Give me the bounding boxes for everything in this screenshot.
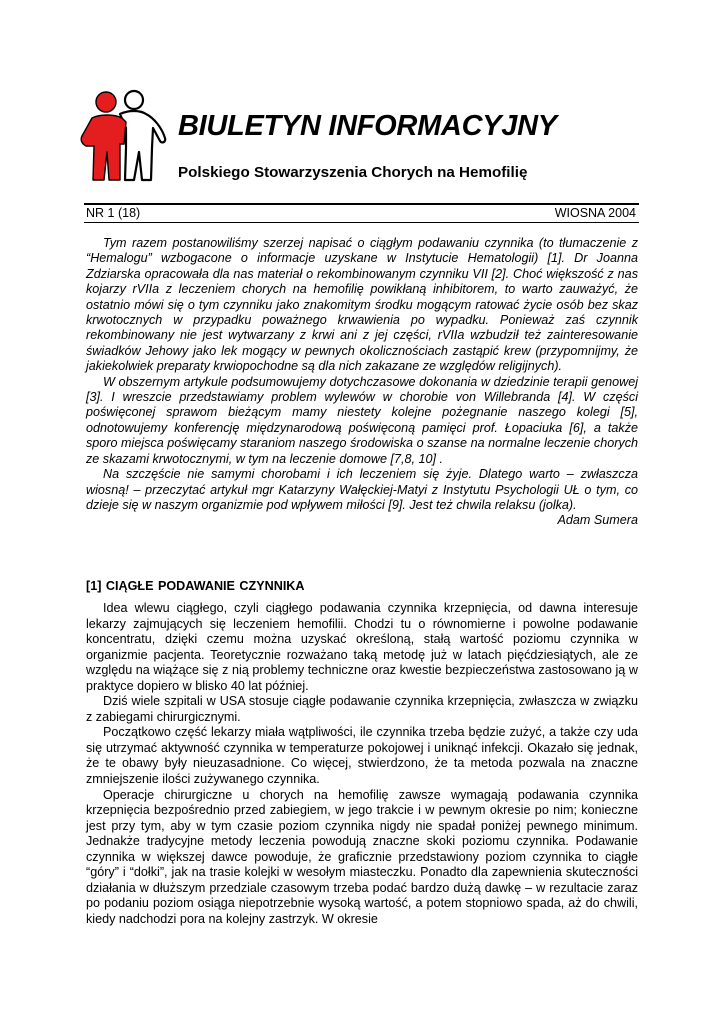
header-rule-bottom — [84, 222, 639, 223]
editorial-intro — [86, 236, 638, 529]
header-rule-top — [84, 203, 639, 205]
article-paragraph: Początkowo część lekarzy miała wątpliwości, ile czynnika trzeba będzie zużyć, a także czy uda się utrzymać aktywność czynnika w temperaturze pokojowej i uniknąć infekcji. Okazało się jednak, że te obawy były nieuzasadnione. Co więcej, stwierdzono, że ta metoda pozwala na znaczne zmniejszenie ilości zużywanego czynnika. — [86, 725, 638, 787]
article-paragraph: Operacje chirurgiczne u chorych na hemofilię zawsze wymagają podawania czynnika krzepnięcia bezpośrednio przed zabiegiem, w jego trakcie i w pewnym okresie po nim; konieczne jest przy tym, aby w tym czasie poziom czynnika nigdy nie spadał poniżej pewnego minimum. Jednakże tradycyjne metody leczenia powodują znaczne skoki poziomu czynnika. Podawanie czynnika w większej dawce powoduje, że graficznie przedstawiony poziom czynnika to ciągłe “góry” i “dołki”, jak na trasie kolejki w wesołym miasteczku. Ponadto dla zapewnienia skuteczności działania w dłuższym przedziale czasowym trzeba podać bardzo dużą dawkę – w rezultacie zaraz po podaniu poziom osiąga niepotrzebnie wysoką wartość, a potem stopniowo spada, aż do chwili, kiedy nadchodzi pora na kolejny zastrzyk. W okresie — [86, 787, 638, 926]
article-title: [1] CIĄGŁE PODAWANIE CZYNNIKA — [86, 579, 305, 593]
intro-paragraph: Na szczęście nie samymi chorobami i ich leczeniem się żyje. Dlatego warto – zwłaszcza wiosną! – przeczytać artykuł mgr Katarzyny Wałęckiej-Matyi z Instytutu Psychologii UŁ o tym, co dzieje się w naszym organizmie pod wpływem miłości [9]. Jest też chwila relaksu (jolka). — [86, 467, 638, 512]
intro-signature: Adam Sumera — [557, 513, 638, 528]
issue-season: WIOSNA 2004 — [554, 206, 636, 220]
logo-outline-head — [125, 91, 143, 109]
logo-outline-body — [120, 111, 165, 180]
article-paragraph: Idea wlewu ciągłego, czyli ciągłego podawania czynnika krzepnięcia, od dawna interesuje lekarzy zajmujących się leczeniem hemofilii. Chodzi tu o równomierne i powolne podawanie koncentratu, dzięki czemu można uzyskać określoną, stałą wartość poziomu czynnika w organizmie pacjenta. Teoretycznie rozważano taką metodę już w latach pięćdziesiątych, ale ze względu na wiążące się z nią problemy techniczne oraz kwestie bezpieczeństwa zastosowano ją w praktyce dopiero w blisko 40 lat później. — [86, 601, 638, 693]
hemophilia-logo — [76, 88, 168, 188]
issue-row — [86, 206, 636, 223]
intro-paragraph: Tym razem postanowiliśmy szerzej napisać o ciągłym podawaniu czynnika (to tłumaczenie z “Hemalogu” wzbogacone o informacje uzyskane w Instytucie Hematologii) [1]. Dr Joanna Zdziarska opracowała dla nas materiał o rekombinowanym czynniku VII [2]. Choć większość z nas kojarzy rVIIa z leczeniem chorych na hemofilię powikłaną inhibitorem, to warto zauważyć, że ostatnio mówi się o tym czynniku jako znakomitym środku mogącym ratować życie osób bez skaz krwotocznych w przypadku poważnego krwawienia po wypadku. Ponieważ zaś czynnik rekombinowany nie jest wytwarzany z krwi ani z jej części, rVIIa wzbudził też zainteresowanie świadków Jehowy jako lek mogący w pewnych okolicznościach zastąpić krew (przypomnijmy, że jakiekolwiek preparaty krwiopochodne są dla nich zakazane ze względów religijnych). — [86, 236, 638, 374]
intro-paragraph: W obszernym artykule podsumowujemy dotychczasowe dokonania w dziedzinie terapii genowej [3]. I wreszcie przedstawiamy problem wylewów w chorobie von Willebranda [4]. W części poświęconej sprawom bieżącym mamy niestety kolejne pożegnanie naszego kolegi [5], odnotowujemy konferencję międzynarodową poświęconą pamięci prof. Łopaciuka [6], a także sporo miejsca poświęcamy staraniom naszego środowiska o szanse na normalne leczenie chorych ze skazami krwotocznymi, w tym na leczenie domowe [7,8, 10] . — [86, 374, 638, 466]
bulletin-title: BIULETYN INFORMACYJNY — [178, 110, 557, 142]
bulletin-subtitle: Polskiego Stowarzyszenia Chorych na Hemofilię — [178, 164, 528, 181]
logo-red-body — [81, 115, 126, 180]
article-paragraph: Dziś wiele szpitali w USA stosuje ciągłe podawanie czynnika krzepnięcia, zwłaszcza w związku z zabiegami chirurgicznymi. — [86, 694, 638, 724]
article-body — [86, 601, 638, 927]
logo-red-head — [96, 92, 116, 112]
issue-number: NR 1 (18) — [86, 206, 141, 220]
